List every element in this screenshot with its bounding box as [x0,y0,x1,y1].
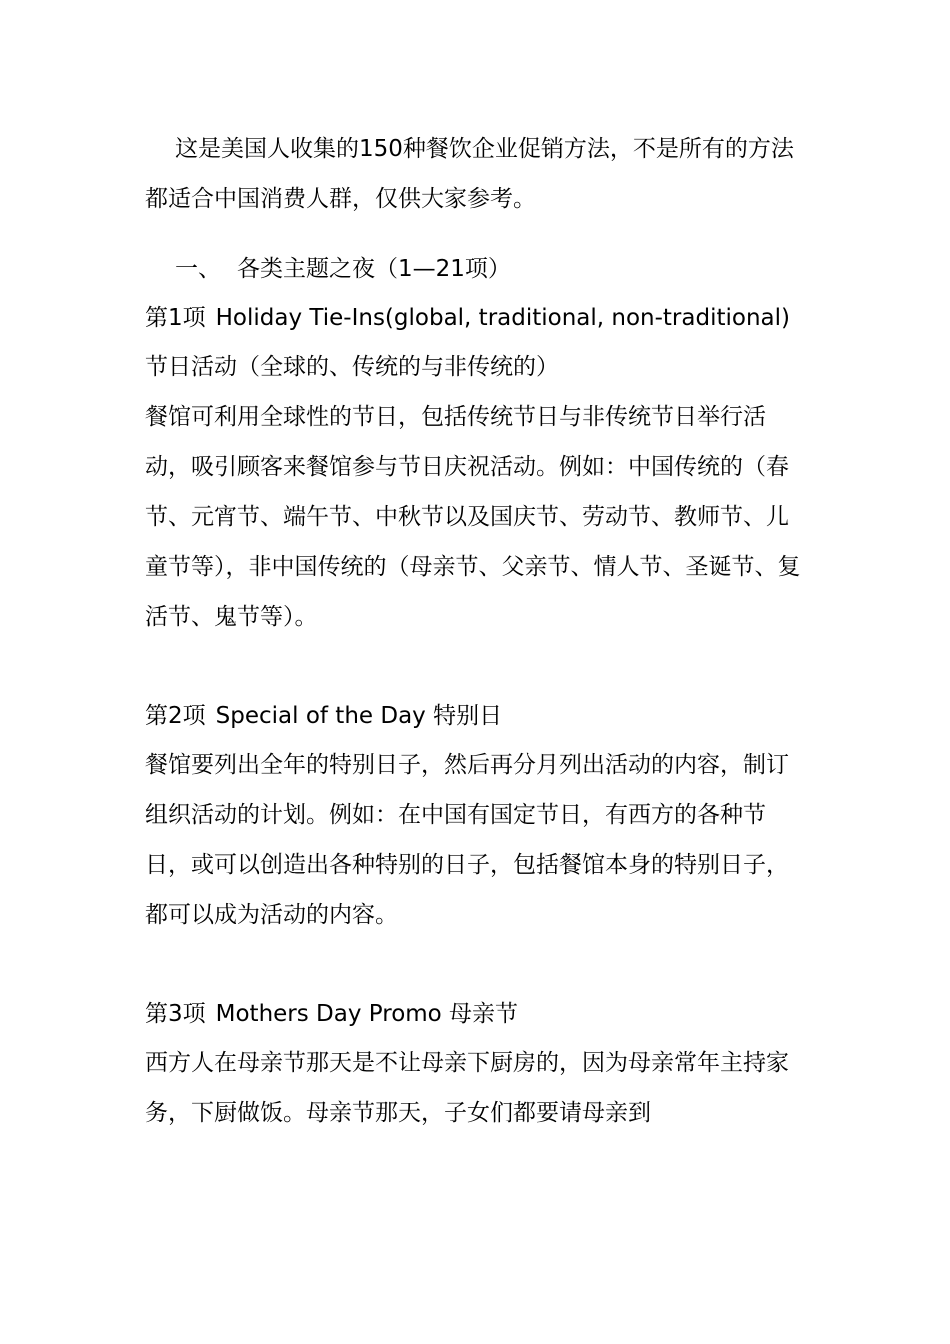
item-3-number: 第3项 [145,1001,206,1027]
item-1-subtitle: 节日活动（全球的、传统的与非传统的） [145,354,559,380]
intro-paragraph: 这是美国人收集的150种餐饮企业促销方法，不是所有的方法都适合中国消费人群，仅供大家参考。 [145,136,794,212]
section-title: 各类主题之夜（1—21项） [237,256,511,282]
item-2-title [145,692,810,740]
item-1-title [145,294,810,342]
item-1-title-text: Holiday Tie-Ins(global, traditional, non-traditional) [215,305,790,331]
item-2-body: 餐馆要列出全年的特别日子，然后再分月列出活动的内容，制订组织活动的计划。例如：在中国有国定节日，有西方的各种节日，或可以创造出各种特别的日子，包括餐馆本身的特别日子，都可以成为活动的内容。 [145,752,789,928]
section-marker: 一、 [175,256,221,282]
document-content [145,124,810,1138]
item-2-title-text: Special of the Day 特别日 [215,703,503,729]
item-1-body: 餐馆可利用全球性的节日，包括传统节日与非传统节日举行活动，吸引顾客来餐馆参与节日庆祝活动。例如：中国传统的（春节、元宵节、端午节、中秋节以及国庆节、劳动节、教师节、儿童节等），非中国传统的（母亲节、父亲节、情人节、圣诞节、复活节、鬼节等）。 [145,404,801,630]
item-2-number: 第2项 [145,703,206,729]
item-1-number: 第1项 [145,305,206,331]
item-3-title [145,990,810,1038]
section-heading [145,244,810,294]
item-3-body: 西方人在母亲节那天是不让母亲下厨房的，因为母亲常年主持家务，下厨做饭。母亲节那天，子女们都要请母亲到 [145,1050,789,1126]
item-3-title-text: Mothers Day Promo 母亲节 [215,1001,519,1027]
